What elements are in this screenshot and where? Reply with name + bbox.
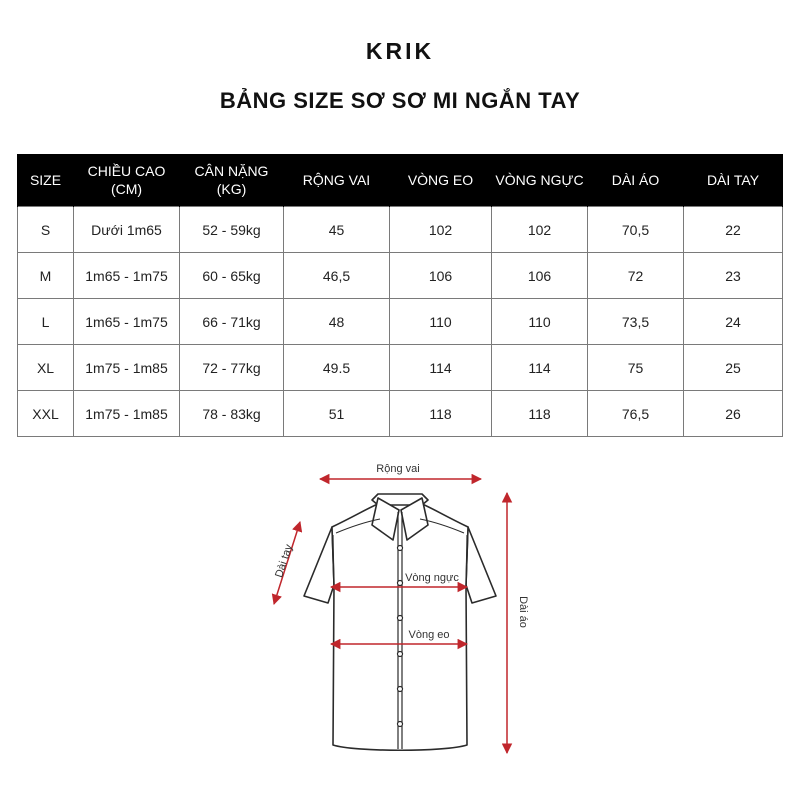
cell-chest: 118 [492, 391, 588, 437]
cell-size: M [18, 253, 74, 299]
cell-chest: 114 [492, 345, 588, 391]
cell-weight: 72 - 77kg [180, 345, 284, 391]
cell-sleeve-length: 22 [684, 207, 783, 253]
table-header-row [18, 154, 783, 207]
cell-chest: 106 [492, 253, 588, 299]
cell-height: 1m65 - 1m75 [74, 299, 180, 345]
cell-sleeve-length: 23 [684, 253, 783, 299]
waist-label: Vòng eo [408, 629, 450, 641]
sleeve-length-label: Dài tay [273, 542, 296, 580]
cell-shoulder: 51 [284, 391, 390, 437]
cell-sleeve-length: 26 [684, 391, 783, 437]
cell-weight: 78 - 83kg [180, 391, 284, 437]
cell-height: 1m75 - 1m85 [74, 391, 180, 437]
cell-chest: 110 [492, 299, 588, 345]
header-height: CHIỀU CAO (CM) [74, 154, 180, 207]
cell-height: Dưới 1m65 [74, 207, 180, 253]
cell-weight: 60 - 65kg [180, 253, 284, 299]
cell-size: XL [18, 345, 74, 391]
cell-chest: 102 [492, 207, 588, 253]
cell-weight: 66 - 71kg [180, 299, 284, 345]
cell-waist: 106 [390, 253, 492, 299]
table-row [18, 253, 783, 299]
shirt-icon [304, 494, 496, 750]
cell-height: 1m65 - 1m75 [74, 253, 180, 299]
page-title: BẢNG SIZE SƠ SƠ MI NGẮN TAY [219, 88, 581, 113]
cell-shoulder: 46,5 [284, 253, 390, 299]
cell-shoulder: 45 [284, 207, 390, 253]
cell-shirt-length: 72 [588, 253, 684, 299]
table-row [18, 299, 783, 345]
cell-size: S [18, 207, 74, 253]
shirt-measurement-diagram [0, 450, 800, 800]
header-weight: CÂN NẶNG (KG) [180, 154, 284, 207]
brand-logo: KRIK [365, 38, 435, 64]
cell-weight: 52 - 59kg [180, 207, 284, 253]
cell-shirt-length: 76,5 [588, 391, 684, 437]
cell-size: XXL [18, 391, 74, 437]
cell-sleeve-length: 25 [684, 345, 783, 391]
cell-size: L [18, 299, 74, 345]
cell-shirt-length: 73,5 [588, 299, 684, 345]
cell-shoulder: 49.5 [284, 345, 390, 391]
header-shirt-length: DÀI ÁO [588, 154, 684, 207]
cell-waist: 114 [390, 345, 492, 391]
cell-shoulder: 48 [284, 299, 390, 345]
shoulder-width-label: Rộng vai [376, 463, 420, 475]
cell-height: 1m75 - 1m85 [74, 345, 180, 391]
cell-sleeve-length: 24 [684, 299, 783, 345]
cell-shirt-length: 70,5 [588, 207, 684, 253]
table-row [18, 345, 783, 391]
shirt-length-label: Dài áo [517, 596, 529, 628]
table-row [18, 391, 783, 437]
cell-shirt-length: 75 [588, 345, 684, 391]
header-size: SIZE [18, 154, 74, 207]
cell-waist: 102 [390, 207, 492, 253]
cell-waist: 110 [390, 299, 492, 345]
chest-label: Vòng ngực [405, 572, 459, 584]
header-waist: VÒNG EO [390, 154, 492, 207]
header-sleeve-length: DÀI TAY [684, 154, 783, 207]
cell-waist: 118 [390, 391, 492, 437]
header-shoulder: RỘNG VAI [284, 154, 390, 207]
size-table [17, 154, 783, 437]
header-chest: VÒNG NGỰC [492, 154, 588, 207]
table-row [18, 207, 783, 253]
